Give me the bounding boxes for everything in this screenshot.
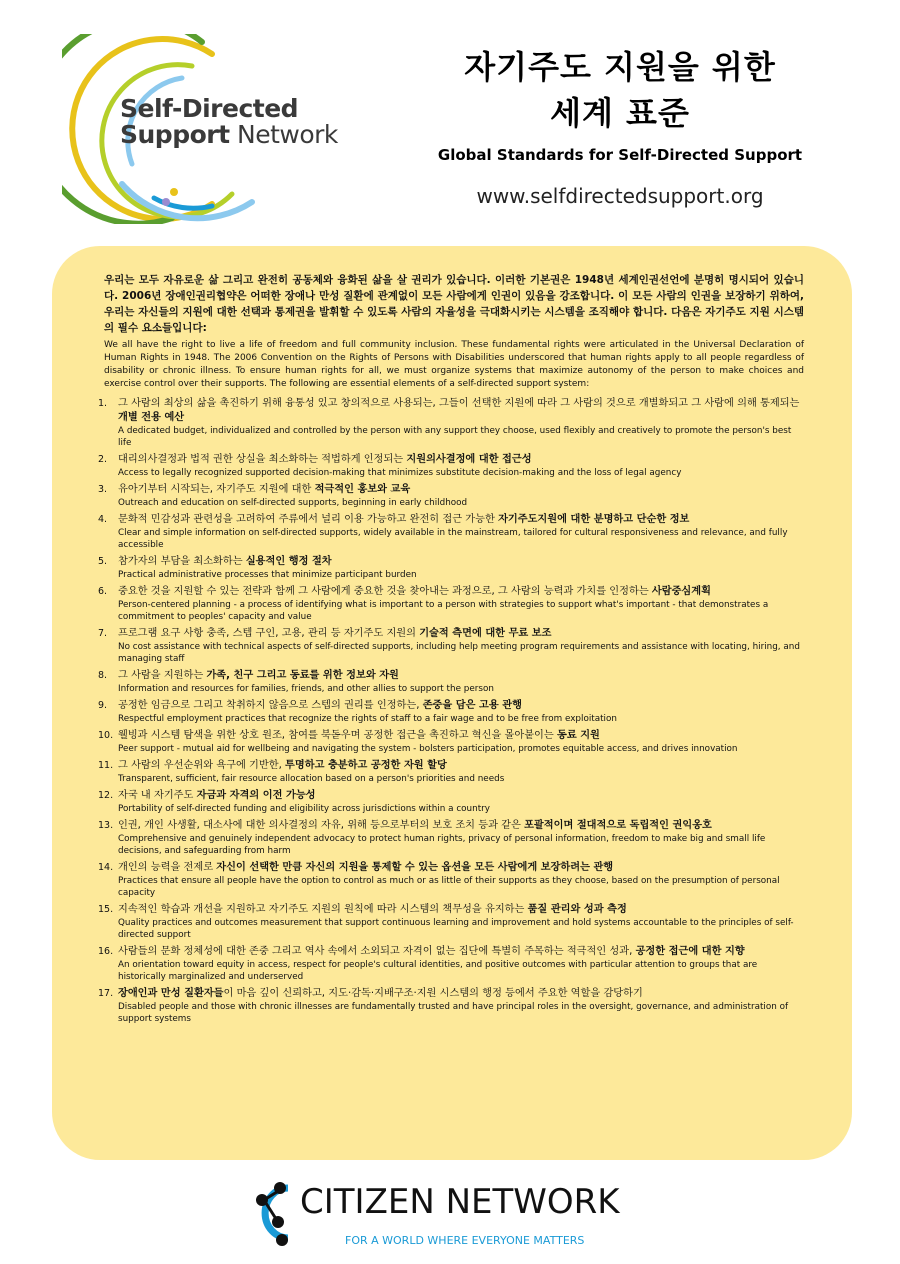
item-korean: 자국 내 자기주도 자금과 자격의 이전 가능성 bbox=[118, 790, 316, 801]
item-number: 12. bbox=[98, 790, 114, 801]
item-number: 4. bbox=[98, 514, 108, 525]
item-number: 16. bbox=[98, 946, 114, 957]
logo-line2: Support Network bbox=[120, 120, 338, 150]
item-english: Disabled people and those with chronic illnesses are fundamentally trusted and have principal roles in the oversight, governance, and administration of support systems bbox=[118, 1002, 789, 1024]
item-english: Peer support - mutual aid for wellbeing and navigating the system - bolsters participation, promotes equitable access, and drives innovation bbox=[118, 744, 738, 754]
item-number: 7. bbox=[98, 628, 108, 639]
item-english: Quality practices and outcomes measurement that support continuous learning and improvement and hold systems accountable to the principles of self-directed support bbox=[118, 918, 794, 940]
logo-line1: Self-Directed bbox=[120, 94, 299, 123]
standard-item bbox=[98, 669, 804, 695]
content-panel bbox=[52, 246, 852, 1160]
standard-item bbox=[98, 627, 804, 665]
standard-item bbox=[98, 945, 804, 983]
website-url[interactable]: www.selfdirectedsupport.org bbox=[476, 184, 764, 208]
item-korean: 웰빙과 시스템 탐색을 위한 상호 원조, 참여를 북돋우며 공정한 접근을 촉진하고 혁신을 몰아붙이는 동료 지원 bbox=[118, 730, 600, 741]
footer-name: CITIZEN NETWORK bbox=[300, 1182, 620, 1222]
standard-item bbox=[98, 903, 804, 941]
standard-item bbox=[98, 555, 804, 581]
item-english: An orientation toward equity in access, respect for people's cultural identities, and positive outcomes with particular attention to groups that are historically marginalized and underserved bbox=[118, 960, 758, 982]
item-english: A dedicated budget, individualized and controlled by the person with any support they choose, used flexibly and creatively to promote the person's best life bbox=[118, 426, 792, 448]
item-korean: 지속적인 학습과 개선을 지원하고 자기주도 지원의 원칙에 따라 시스템의 책무성을 유지하는 품질 관리와 성과 측정 bbox=[118, 904, 627, 915]
item-korean: 그 사람의 우선순위와 욕구에 기반한, 투명하고 충분하고 공정한 자원 할당 bbox=[118, 760, 447, 771]
item-english: Practical administrative processes that minimize participant burden bbox=[118, 570, 417, 580]
standard-item bbox=[98, 861, 804, 899]
item-english: Transparent, sufficient, fair resource allocation based on a person's priorities and needs bbox=[118, 774, 505, 784]
standard-item bbox=[98, 483, 804, 509]
item-korean: 사람들의 문화 정체성에 대한 존중 그리고 역사 속에서 소외되고 자격이 없는 집단에 특별히 주목하는 적극적인 성과, 공정한 접근에 대한 지향 bbox=[118, 946, 745, 957]
item-korean: 프로그램 요구 사항 충족, 스텝 구인, 고용, 관리 등 자기주도 지원의 기술적 측면에 대한 무료 보조 bbox=[118, 628, 552, 639]
standard-item bbox=[98, 513, 804, 551]
standard-item bbox=[98, 789, 804, 815]
item-number: 15. bbox=[98, 904, 114, 915]
item-korean: 유아기부터 시작되는, 자기주도 지원에 대한 적극적인 홍보와 교육 bbox=[118, 484, 411, 495]
item-korean: 공정한 임금으로 그리고 착취하지 않음으로 스텝의 권리를 인정하는, 존중을 담은 고용 관행 bbox=[118, 700, 522, 711]
standards-list bbox=[98, 397, 804, 1025]
standard-item bbox=[98, 759, 804, 785]
item-english: Respectful employment practices that recognize the rights of staff to a fair wage and to be free from exploitation bbox=[118, 714, 617, 724]
standard-item bbox=[98, 729, 804, 755]
item-number: 9. bbox=[98, 700, 108, 711]
item-number: 14. bbox=[98, 862, 114, 873]
standard-item bbox=[98, 397, 804, 449]
item-korean: 장애인과 만성 질환자들이 마음 깊이 신뢰하고, 지도·감독·지배구조·지원 시스템의 행정 등에서 주요한 역할을 감당하기 bbox=[118, 988, 643, 999]
standard-item bbox=[98, 699, 804, 725]
footer-tagline: FOR A WORLD WHERE EVERYONE MATTERS bbox=[345, 1234, 585, 1247]
citizen-network-icon bbox=[250, 1178, 300, 1248]
item-english: Person-centered planning - a process of identifying what is important to a person with strategies to support what's important - that demonstrates a commitment to peoples' capacity and value bbox=[118, 600, 769, 622]
standard-item bbox=[98, 585, 804, 623]
item-korean: 그 사람의 최상의 삶을 촉진하기 위해 융통성 있고 창의적으로 사용되는, 그들이 선택한 지원에 따라 그 사람의 것으로 개별화되고 그 사람에 의해 통제되는 개별 전용 예산 bbox=[118, 398, 800, 423]
sds-network-logo bbox=[62, 34, 352, 224]
standard-item bbox=[98, 453, 804, 479]
panel-content bbox=[98, 272, 804, 1029]
item-number: 17. bbox=[98, 988, 114, 999]
item-english: Outreach and education on self-directed supports, beginning in early childhood bbox=[118, 498, 468, 508]
item-number: 2. bbox=[98, 454, 108, 465]
item-korean: 참가자의 부담을 최소화하는 실용적인 행정 절차 bbox=[118, 556, 332, 567]
standard-item bbox=[98, 987, 804, 1025]
item-number: 1. bbox=[98, 398, 108, 409]
item-english: Practices that ensure all people have the option to control as much or as little of their supports as they choose, based on the presumption of personal capacity bbox=[118, 876, 780, 898]
item-number: 10. bbox=[98, 730, 114, 741]
item-english: Comprehensive and genuinely independent advocacy to protect human rights, privacy of personal information, freedom to make big and small life decisions, and safeguarding from harm bbox=[118, 834, 766, 856]
item-english: Access to legally recognized supported decision-making that minimizes substitute decision-making and the loss of legal agency bbox=[118, 468, 682, 478]
item-number: 3. bbox=[98, 484, 108, 495]
item-english: Portability of self-directed funding and eligibility across jurisdictions within a country bbox=[118, 804, 490, 814]
item-english: Clear and simple information on self-directed supports, widely available in the mainstream, tailored for cultural responsiveness and relevance, and fully accessible bbox=[118, 528, 788, 550]
item-korean: 대리의사결정과 법적 권한 상실을 최소화하는 적법하게 인정되는 지원의사결정에 대한 접근성 bbox=[118, 454, 532, 465]
item-number: 6. bbox=[98, 586, 108, 597]
intro-english: We all have the right to live a life of freedom and full community inclusion. These fundamental rights were articulated in the Universal Declaration of Human Rights in 1948. The 2006 Convention on the Rights of Persons with Disabilities underscored that human rights apply to all people regardless of disability or chronic illness. To ensure human rights for all, we must organize systems that maximize autonomy of the person to make choices and exercise control over their supports. The following are essential elements of a self-directed support system: bbox=[104, 340, 804, 389]
citizen-network-logo bbox=[250, 1176, 650, 1256]
standard-item bbox=[98, 819, 804, 857]
item-number: 11. bbox=[98, 760, 114, 771]
item-korean: 중요한 것을 지원할 수 있는 전략과 함께 그 사람에게 중요한 것을 찾아내는 과정으로, 그 사람의 능력과 가치를 인정하는 사람중심계획 bbox=[118, 586, 711, 597]
item-english: No cost assistance with technical aspects of self-directed supports, including help meeting program requirements and assistance with locating, hiring, and managing staff bbox=[118, 642, 800, 664]
logo-wordmark bbox=[120, 96, 338, 149]
item-number: 8. bbox=[98, 670, 108, 681]
intro-korean: 우리는 모두 자유로운 삶 그리고 완전히 공동체와 융화된 삶을 살 권리가 있습니다. 이러한 기본권은 1948년 세계인권선언에 분명히 명시되어 있습니다. 2006년 장애인권리협약은 어떠한 장애나 만성 질환에 관계없이 모든 사람에게 인권이 있음을 강조합니다. 이 모든 사람의 인권을 보장하기 위하여, 우리는 자신들의 지원에 대한 선택과 통제권을 발휘할 수 있도록 사람의 자율성을 극대화시키는 시스템을 조직해야 합니다. 다음은 자기주도 지원 시스템의 필수 요소들입니다: bbox=[104, 274, 804, 334]
title-korean-line2: 세계 표준 bbox=[550, 94, 690, 132]
item-korean: 그 사람을 지원하는 가족, 친구 그리고 동료를 위한 정보와 자원 bbox=[118, 670, 399, 681]
title-english: Global Standards for Self-Directed Support bbox=[437, 146, 803, 164]
item-english: Information and resources for families, friends, and other allies to support the person bbox=[118, 684, 494, 694]
item-number: 5. bbox=[98, 556, 108, 567]
title-korean-line1: 자기주도 지원을 위한 bbox=[464, 48, 776, 86]
item-number: 13. bbox=[98, 820, 114, 831]
item-korean: 문화적 민감성과 관련성을 고려하여 주류에서 널리 이용 가능하고 완전히 접근 가능한 자기주도지원에 대한 분명하고 단순한 정보 bbox=[118, 514, 690, 525]
title-block bbox=[390, 44, 850, 164]
item-korean: 개인의 능력을 전제로 자신이 선택한 만큼 자신의 지원을 통제할 수 있는 옵션을 모든 사람에게 보장하려는 관행 bbox=[118, 862, 614, 873]
item-korean: 인권, 개인 사생활, 대소사에 대한 의사결정의 자유, 위해 등으로부터의 보호 조치 등과 같은 포괄적이며 절대적으로 독립적인 권익옹호 bbox=[118, 820, 712, 831]
